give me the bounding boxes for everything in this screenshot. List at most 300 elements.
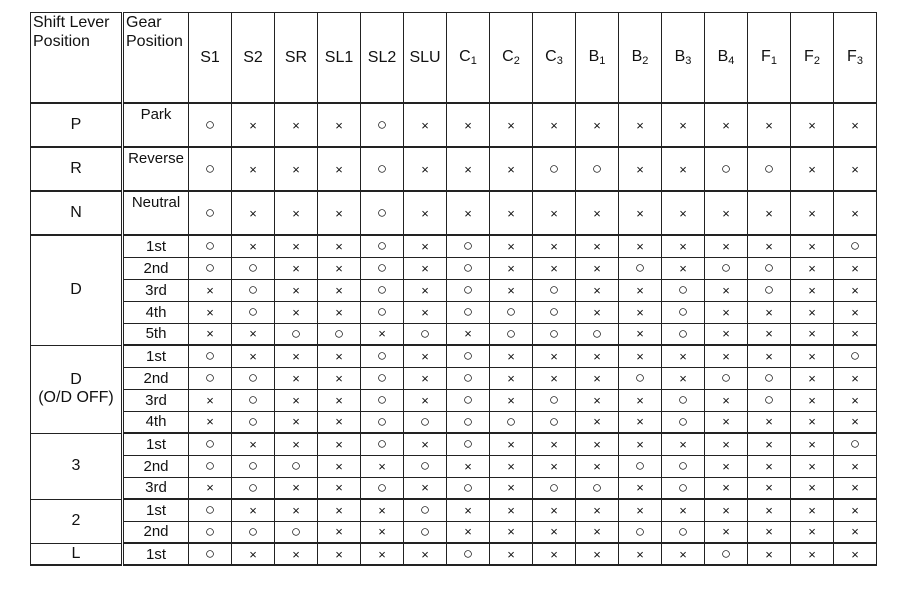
shift-lever-position-cell: P [31,103,123,147]
column-header-label: S1 [200,48,220,66]
cross-icon: × [464,326,472,342]
circle-icon: ○ [290,456,302,475]
gear-position-cell: 1st [123,543,189,565]
disengaged-cross-icon [576,103,619,147]
engaged-circle-icon [748,367,791,389]
disengaged-cross-icon [404,279,447,301]
cross-icon: × [507,436,515,452]
disengaged-cross-icon [533,367,576,389]
cross-icon: × [421,370,429,386]
engaged-circle-icon [361,433,404,455]
cross-icon: × [292,480,300,496]
cross-icon: × [335,392,343,408]
cross-icon: × [206,282,214,298]
disengaged-cross-icon [232,433,275,455]
cross-icon: × [636,117,644,133]
disengaged-cross-icon [533,455,576,477]
cross-icon: × [765,502,773,518]
disengaged-cross-icon [834,301,877,323]
disengaged-cross-icon [404,367,447,389]
disengaged-cross-icon [619,147,662,191]
circle-icon: ○ [677,456,689,475]
cross-icon: × [765,117,773,133]
disengaged-cross-icon [533,499,576,521]
cross-icon: × [507,392,515,408]
disengaged-cross-icon [189,301,232,323]
engaged-circle-icon [619,257,662,279]
disengaged-cross-icon [490,455,533,477]
circle-icon: ○ [462,368,474,387]
circle-icon: ○ [290,323,302,343]
cross-icon: × [636,304,644,320]
disengaged-cross-icon [490,389,533,411]
cross-icon: × [292,392,300,408]
engaged-circle-icon [447,301,490,323]
disengaged-cross-icon [318,257,361,279]
gear-position-cell: 3rd [123,279,189,301]
cross-icon: × [808,238,816,254]
cross-icon: × [421,392,429,408]
disengaged-cross-icon [705,235,748,257]
cross-icon: × [335,161,343,177]
cross-icon: × [335,260,343,276]
cross-icon: × [722,524,730,540]
cross-icon: × [378,546,386,562]
circle-icon: ○ [247,521,259,541]
disengaged-cross-icon [662,499,705,521]
circle-icon: ○ [462,411,474,431]
disengaged-cross-icon [662,543,705,565]
disengaged-cross-icon [705,455,748,477]
table-row [31,543,877,565]
column-header-subscript: 2 [642,55,649,67]
cross-icon: × [808,348,816,364]
cross-icon: × [550,117,558,133]
circle-icon: ○ [505,302,517,321]
engaged-circle-icon [533,477,576,499]
table-row [31,191,877,235]
disengaged-cross-icon [275,389,318,411]
disengaged-cross-icon [705,499,748,521]
cross-icon: × [765,205,773,221]
gear-position-cell: 3rd [123,477,189,499]
engaged-circle-icon [361,147,404,191]
column-header-label: S2 [243,48,263,66]
cross-icon: × [335,480,343,496]
disengaged-cross-icon [791,301,834,323]
engaged-circle-icon [619,455,662,477]
cross-icon: × [851,502,859,518]
disengaged-cross-icon [662,147,705,191]
disengaged-cross-icon [275,103,318,147]
disengaged-cross-icon [576,521,619,543]
disengaged-cross-icon [490,499,533,521]
cross-icon: × [421,282,429,298]
circle-icon: ○ [548,159,560,178]
disengaged-cross-icon [189,411,232,433]
disengaged-cross-icon [232,103,275,147]
cross-icon: × [335,414,343,430]
circle-icon: ○ [462,280,474,299]
disengaged-cross-icon [490,235,533,257]
column-header-s1 [189,13,232,104]
cross-icon: × [249,326,257,342]
cross-icon: × [550,436,558,452]
disengaged-cross-icon [748,433,791,455]
disengaged-cross-icon [791,499,834,521]
cross-icon: × [335,282,343,298]
circle-icon: ○ [677,323,689,343]
cross-icon: × [722,117,730,133]
disengaged-cross-icon [490,103,533,147]
cross-icon: × [593,458,601,474]
column-header-s2 [232,13,275,104]
disengaged-cross-icon [189,389,232,411]
circle-icon: ○ [462,346,474,366]
disengaged-cross-icon [705,477,748,499]
cross-icon: × [249,238,257,254]
circle-icon: ○ [548,302,560,321]
cross-icon: × [808,436,816,452]
circle-icon: ○ [462,477,474,497]
cross-icon: × [421,117,429,133]
engaged-circle-icon [189,521,232,543]
cross-icon: × [292,238,300,254]
engaged-circle-icon [189,103,232,147]
column-header-sl1 [318,13,361,104]
disengaged-cross-icon [791,367,834,389]
column-header-b2 [619,13,662,104]
circle-icon: ○ [720,159,732,178]
disengaged-cross-icon [490,543,533,565]
column-header-f3 [834,13,877,104]
table-row [31,147,877,191]
disengaged-cross-icon [576,367,619,389]
column-header-subscript: 3 [856,55,863,67]
gear-position-cell: 2nd [123,521,189,543]
cross-icon: × [636,502,644,518]
circle-icon: ○ [376,258,388,277]
engaged-circle-icon [361,191,404,235]
cross-icon: × [636,205,644,221]
cross-icon: × [335,458,343,474]
engaged-circle-icon [705,543,748,565]
circle-icon: ○ [548,323,560,343]
cross-icon: × [421,161,429,177]
disengaged-cross-icon [447,191,490,235]
disengaged-cross-icon [791,411,834,433]
disengaged-cross-icon [834,191,877,235]
disengaged-cross-icon [447,323,490,345]
disengaged-cross-icon [318,147,361,191]
column-header-label: B [674,48,686,65]
column-header-label: F [804,48,814,65]
circle-icon: ○ [376,390,388,409]
disengaged-cross-icon [404,543,447,565]
gear-position-cell: Neutral [123,191,189,235]
column-header-label: B [631,48,643,65]
column-header-label: SR [284,48,308,66]
cross-icon: × [421,348,429,364]
circle-icon: ○ [204,115,216,134]
disengaged-cross-icon [533,521,576,543]
disengaged-cross-icon [791,455,834,477]
column-header-c2 [490,13,533,104]
gear-position-cell: Park [123,103,189,147]
disengaged-cross-icon [748,477,791,499]
cross-icon: × [507,546,515,562]
cross-icon: × [378,502,386,518]
disengaged-cross-icon [748,235,791,257]
disengaged-cross-icon [404,147,447,191]
circle-icon: ○ [204,434,216,454]
shift-solenoid-table [30,12,877,566]
cross-icon: × [722,480,730,496]
disengaged-cross-icon [275,345,318,367]
cross-icon: × [292,348,300,364]
engaged-circle-icon [189,543,232,565]
engaged-circle-icon [189,235,232,257]
circle-icon: ○ [247,280,259,299]
disengaged-cross-icon [834,477,877,499]
engaged-circle-icon [189,455,232,477]
cross-icon: × [507,282,515,298]
shift-lever-position-cell: N [31,191,123,235]
column-header-subscript: 4 [728,55,735,67]
disengaged-cross-icon [662,103,705,147]
circle-icon: ○ [204,203,216,222]
table-row [31,367,877,389]
circle-icon: ○ [548,390,560,409]
cross-icon: × [507,161,515,177]
gear-position-cell: 2nd [123,455,189,477]
disengaged-cross-icon [318,499,361,521]
disengaged-cross-icon [791,279,834,301]
column-header-c3 [533,13,576,104]
engaged-circle-icon [189,367,232,389]
disengaged-cross-icon [619,323,662,345]
circle-icon: ○ [376,236,388,256]
disengaged-cross-icon [318,389,361,411]
gear-position-cell: Reverse [123,147,189,191]
cross-icon: × [851,205,859,221]
circle-icon: ○ [763,280,775,299]
cross-icon: × [722,414,730,430]
disengaged-cross-icon [318,455,361,477]
circle-icon: ○ [677,411,689,431]
engaged-circle-icon [404,323,447,345]
cross-icon: × [808,161,816,177]
disengaged-cross-icon [791,345,834,367]
engaged-circle-icon [361,367,404,389]
cross-icon: × [851,524,859,540]
circle-icon: ○ [419,500,431,520]
column-header-label: B [717,48,729,65]
cross-icon: × [808,117,816,133]
column-header-label: C [545,48,557,65]
cross-icon: × [249,348,257,364]
engaged-circle-icon [447,367,490,389]
cross-icon: × [292,260,300,276]
engaged-circle-icon [232,389,275,411]
cross-icon: × [292,414,300,430]
engaged-circle-icon [662,521,705,543]
engaged-circle-icon [361,103,404,147]
column-header-label: C [459,48,471,65]
cross-icon: × [249,161,257,177]
engaged-circle-icon [275,455,318,477]
cross-icon: × [249,546,257,562]
cross-icon: × [722,282,730,298]
disengaged-cross-icon [834,543,877,565]
circle-icon: ○ [290,521,302,541]
cross-icon: × [722,326,730,342]
disengaged-cross-icon [533,543,576,565]
cross-icon: × [292,282,300,298]
disengaged-cross-icon [318,543,361,565]
circle-icon: ○ [462,390,474,409]
disengaged-cross-icon [232,543,275,565]
circle-icon: ○ [419,411,431,431]
disengaged-cross-icon [490,477,533,499]
disengaged-cross-icon [275,477,318,499]
cross-icon: × [636,414,644,430]
cross-icon: × [593,392,601,408]
cross-icon: × [722,392,730,408]
cross-icon: × [765,326,773,342]
disengaged-cross-icon [318,411,361,433]
cross-icon: × [292,161,300,177]
disengaged-cross-icon [748,103,791,147]
shift-lever-position-cell: 2 [31,499,123,543]
engaged-circle-icon [705,147,748,191]
disengaged-cross-icon [834,279,877,301]
disengaged-cross-icon [490,433,533,455]
circle-icon: ○ [376,280,388,299]
disengaged-cross-icon [705,191,748,235]
gear-position-cell: 1st [123,235,189,257]
cross-icon: × [808,282,816,298]
circle-icon: ○ [634,368,646,387]
cross-icon: × [722,348,730,364]
cross-icon: × [507,502,515,518]
engaged-circle-icon [404,411,447,433]
disengaged-cross-icon [447,521,490,543]
cross-icon: × [765,304,773,320]
cross-icon: × [765,348,773,364]
disengaged-cross-icon [748,543,791,565]
engaged-circle-icon [533,323,576,345]
cross-icon: × [765,546,773,562]
cross-icon: × [765,524,773,540]
circle-icon: ○ [419,521,431,541]
cross-icon: × [765,436,773,452]
engaged-circle-icon [361,257,404,279]
circle-icon: ○ [548,280,560,299]
disengaged-cross-icon [576,257,619,279]
engaged-circle-icon [275,323,318,345]
circle-icon: ○ [591,159,603,178]
cross-icon: × [292,502,300,518]
gear-position-cell: 5th [123,323,189,345]
circle-icon: ○ [677,390,689,409]
disengaged-cross-icon [361,543,404,565]
disengaged-cross-icon [232,191,275,235]
disengaged-cross-icon [705,389,748,411]
circle-icon: ○ [376,346,388,366]
engaged-circle-icon [533,147,576,191]
circle-icon: ○ [204,236,216,256]
engaged-circle-icon [662,477,705,499]
column-header-b1 [576,13,619,104]
column-header-b3 [662,13,705,104]
cross-icon: × [765,414,773,430]
disengaged-cross-icon [404,477,447,499]
disengaged-cross-icon [318,191,361,235]
table-row [31,235,877,257]
engaged-circle-icon [232,301,275,323]
cross-icon: × [550,205,558,221]
cross-icon: × [808,205,816,221]
circle-icon: ○ [204,500,216,520]
disengaged-cross-icon [576,191,619,235]
cross-icon: × [679,348,687,364]
column-header-f1 [748,13,791,104]
circle-icon: ○ [677,521,689,541]
cross-icon: × [335,546,343,562]
column-header-subscript: 3 [556,55,563,67]
cross-icon: × [507,458,515,474]
disengaged-cross-icon [447,455,490,477]
gear-position-cell: 1st [123,499,189,521]
circle-icon: ○ [677,477,689,497]
disengaged-cross-icon [490,367,533,389]
cross-icon: × [636,282,644,298]
cross-icon: × [292,205,300,221]
disengaged-cross-icon [232,345,275,367]
circle-icon: ○ [548,477,560,497]
disengaged-cross-icon [404,103,447,147]
cross-icon: × [593,205,601,221]
cross-icon: × [808,458,816,474]
disengaged-cross-icon [748,455,791,477]
shift-lever-position-cell: L [31,543,123,565]
disengaged-cross-icon [232,147,275,191]
disengaged-cross-icon [447,499,490,521]
engaged-circle-icon [447,389,490,411]
disengaged-cross-icon [361,323,404,345]
disengaged-cross-icon [490,279,533,301]
disengaged-cross-icon [318,235,361,257]
engaged-circle-icon [619,367,662,389]
cross-icon: × [249,502,257,518]
disengaged-cross-icon [404,389,447,411]
cross-icon: × [722,205,730,221]
cross-icon: × [851,392,859,408]
cross-icon: × [593,348,601,364]
column-header-subscript: 1 [770,55,777,67]
engaged-circle-icon [361,477,404,499]
cross-icon: × [636,546,644,562]
engaged-circle-icon [834,345,877,367]
engaged-circle-icon [490,323,533,345]
disengaged-cross-icon [361,455,404,477]
circle-icon: ○ [462,302,474,321]
engaged-circle-icon [533,411,576,433]
engaged-circle-icon [705,367,748,389]
cross-icon: × [636,436,644,452]
cross-icon: × [808,480,816,496]
